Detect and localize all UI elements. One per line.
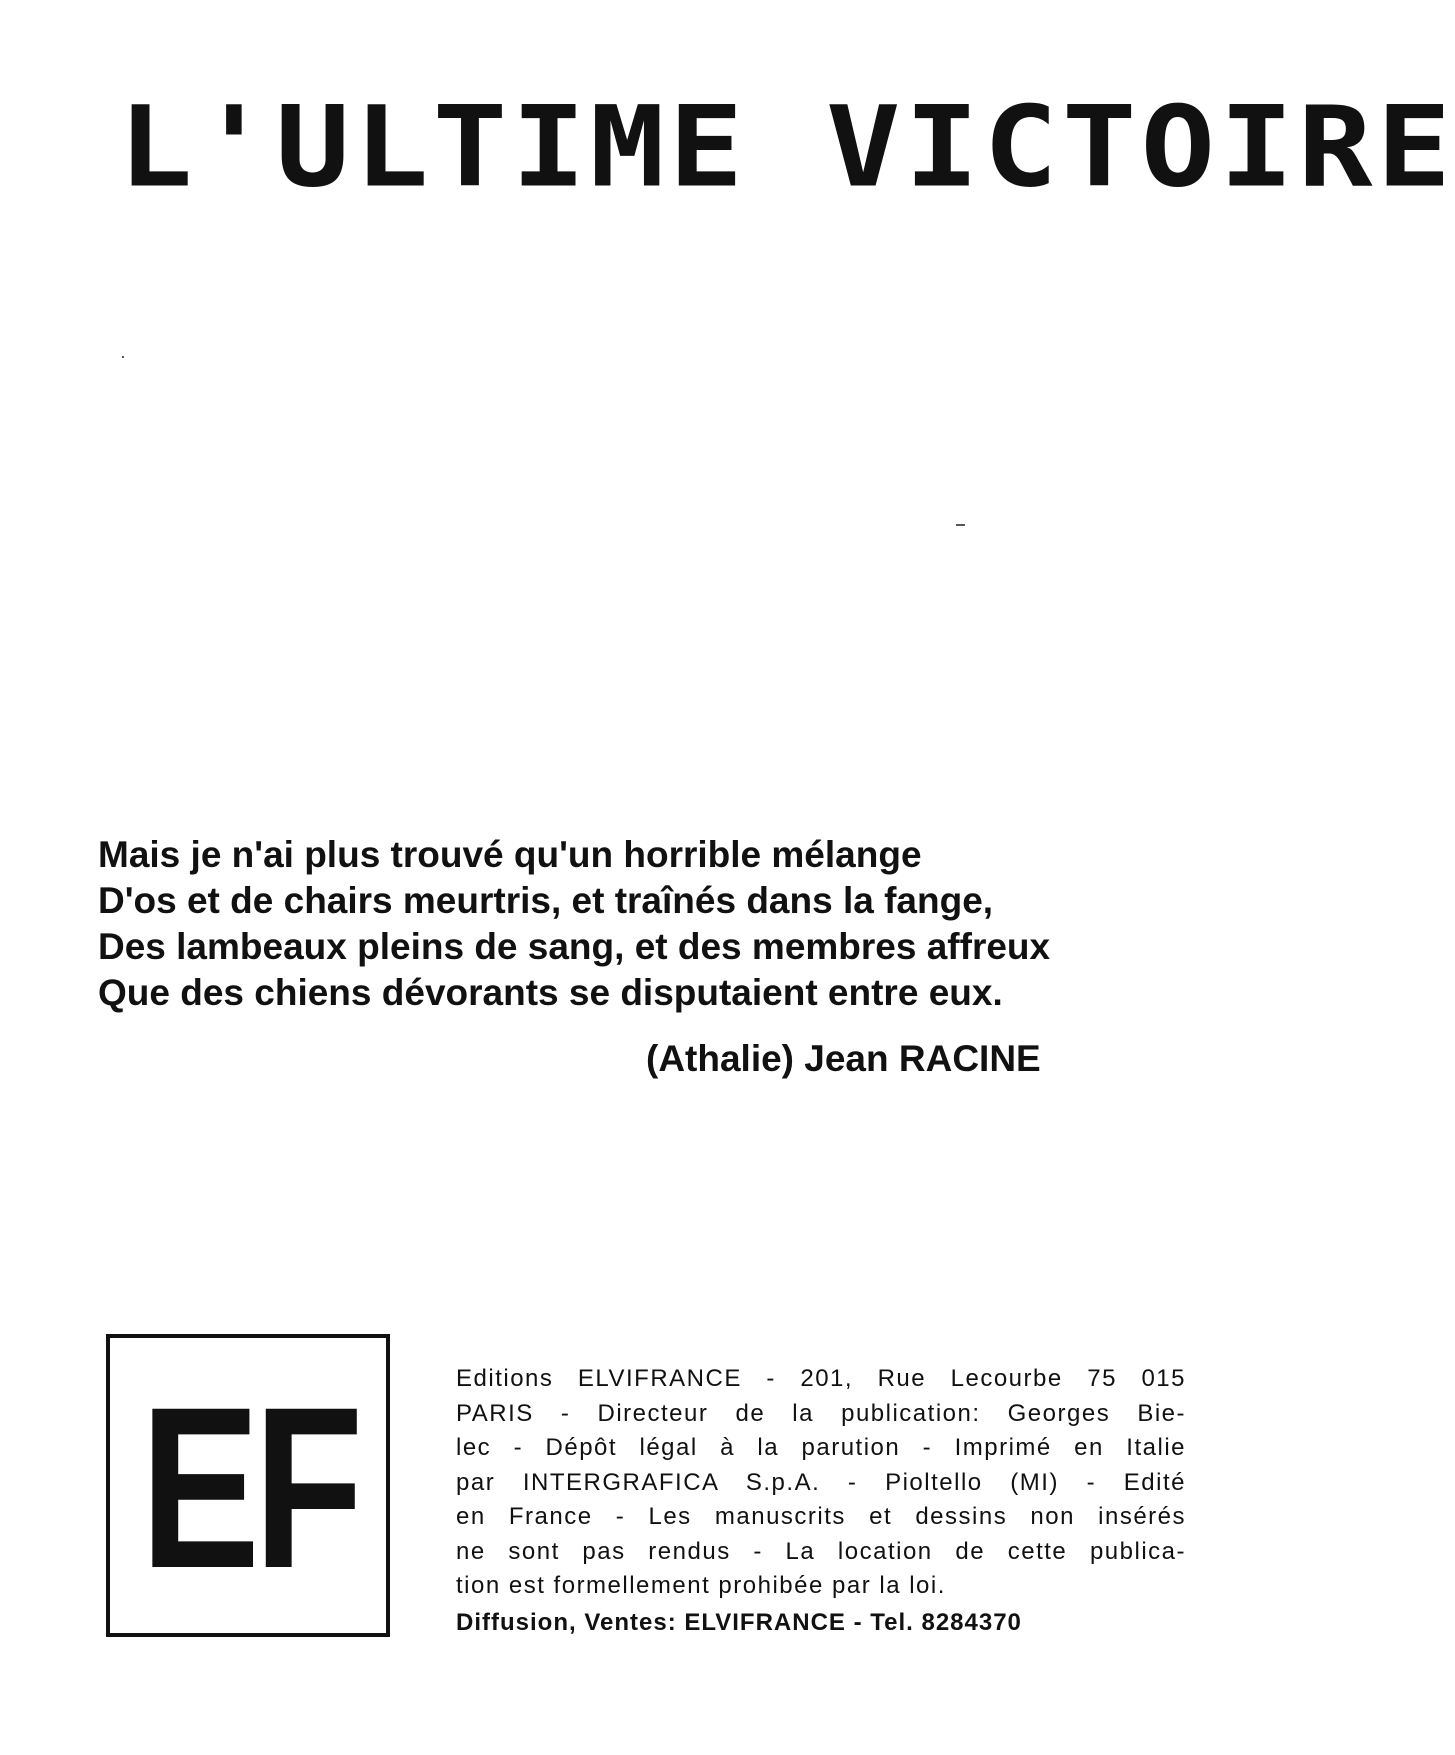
poem-line: Que des chiens dévorants se disputaient entre eux. bbox=[98, 972, 1003, 1013]
imprint-line: PARIS - Directeur de la publication: Georges Bie- bbox=[456, 1399, 1186, 1427]
imprint-line: tion est formellement prohibée par la loi. bbox=[456, 1572, 946, 1599]
imprint-line: ne sont pas rendus - La location de cette publica- bbox=[456, 1537, 1186, 1565]
imprint-line: en France - Les manuscrits et dessins non insérés bbox=[456, 1503, 1186, 1530]
publisher-logo bbox=[106, 1334, 390, 1637]
imprint-line: Editions ELVIFRANCE - 201, Rue Lecourbe 75 015 bbox=[456, 1365, 1186, 1392]
poem-line: Mais je n'ai plus trouvé qu'un horrible mélange bbox=[98, 834, 922, 875]
publisher-logo-text: EF bbox=[140, 1359, 358, 1616]
diffusion-line: Diffusion, Ventes: ELVIFRANCE - Tel. 8284370 bbox=[456, 1609, 1022, 1636]
print-speck bbox=[122, 356, 124, 358]
poem-line: Des lambeaux pleins de sang, et des membres affreux bbox=[98, 926, 1051, 967]
imprint-block bbox=[456, 1362, 1186, 1604]
poem-line: D'os et de chairs meurtris, et traînés dans la fange, bbox=[98, 880, 994, 921]
page-title: L'ULTIME VICTOIRE bbox=[118, 83, 1455, 213]
poem-attribution: (Athalie) Jean RACINE bbox=[646, 1038, 1041, 1079]
poem-quote bbox=[98, 832, 1198, 1016]
imprint-line: lec - Dépôt légal à la parution - Imprimé en Italie bbox=[456, 1434, 1186, 1461]
print-speck bbox=[956, 524, 965, 526]
imprint-line: par INTERGRAFICA S.p.A. - Pioltello (MI) - Edité bbox=[456, 1468, 1186, 1496]
